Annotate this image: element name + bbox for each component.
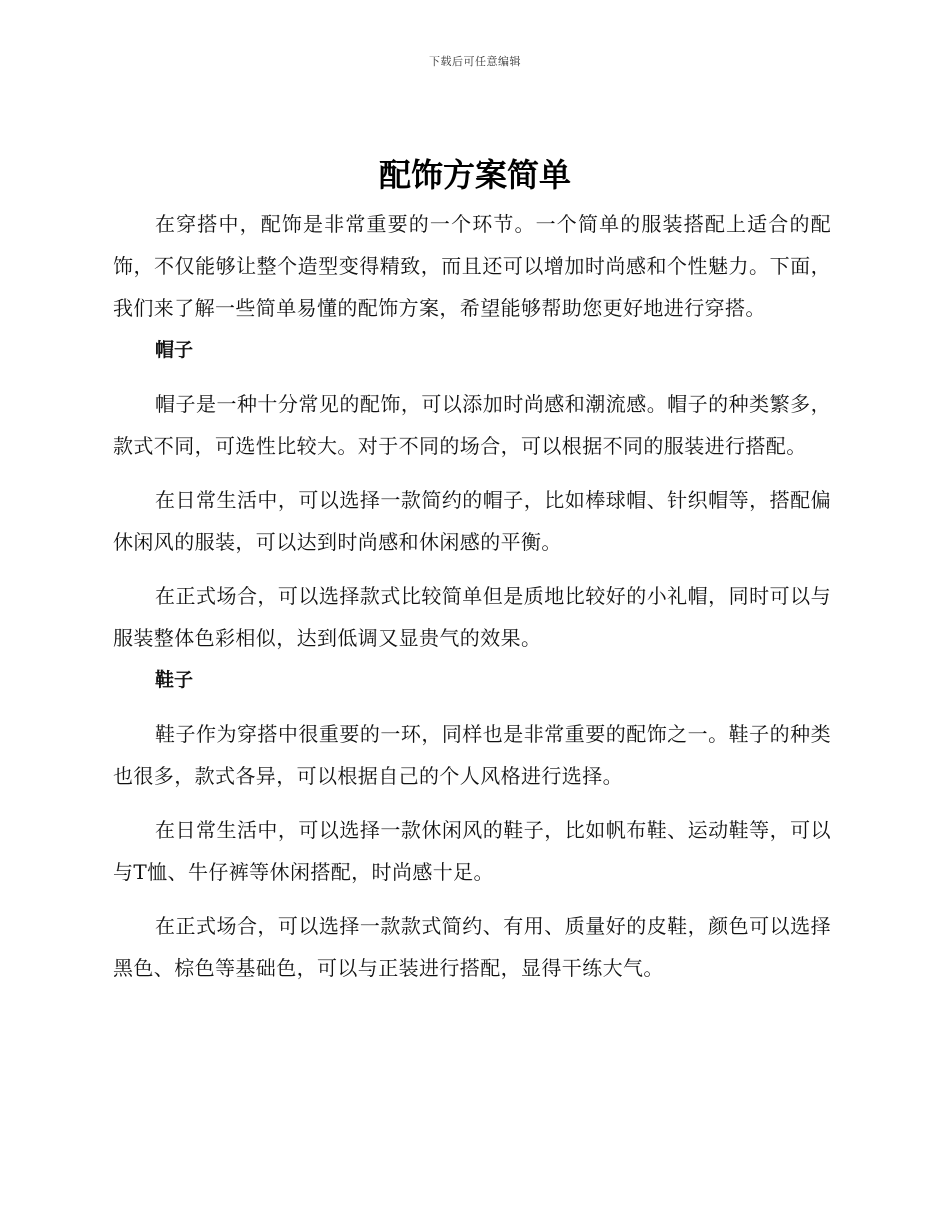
shoes-paragraph-3: 在正式场合，可以选择一款款式简约、有用、质量好的皮鞋，颜色可以选择黑色、棕色等基础色，可以与正装进行搭配，显得干练大气。 — [113, 914, 831, 980]
section-shoes — [113, 659, 831, 989]
shoes-paragraph-1: 鞋子作为穿搭中很重要的一环，同样也是非常重要的配饰之一。鞋子的种类也很多，款式各异，可以根据自己的个人风格进行选择。 — [113, 722, 831, 788]
intro-paragraph: 在穿搭中，配饰是非常重要的一个环节。一个简单的服装搭配上适合的配饰，不仅能够让整个造型变得精致，而且还可以增加时尚感和个性魅力。下面，我们来了解一些简单易懂的配饰方案，希望能够帮助您更好地进行穿搭。 — [113, 212, 831, 320]
hats-paragraph-2: 在日常生活中，可以选择一款简约的帽子，比如棒球帽、针织帽等，搭配偏休闲风的服装，可以达到时尚感和休闲感的平衡。 — [113, 488, 831, 554]
section-heading-hats: 帽子 — [155, 339, 194, 361]
document-body — [113, 203, 831, 989]
header-note: 下载后可任意编辑 — [429, 55, 521, 68]
section-heading-shoes: 鞋子 — [155, 669, 194, 691]
section-hats — [113, 329, 831, 659]
shoes-paragraph-2: 在日常生活中，可以选择一款休闲风的鞋子，比如帆布鞋、运动鞋等，可以与T恤、牛仔裤等休闲搭配，时尚感十足。 — [113, 818, 831, 884]
document-title: 配饰方案简单 — [378, 156, 571, 194]
hats-paragraph-3: 在正式场合，可以选择款式比较简单但是质地比较好的小礼帽，同时可以与服装整体色彩相似，达到低调又显贵气的效果。 — [113, 584, 831, 650]
hats-paragraph-1: 帽子是一种十分常见的配饰，可以添加时尚感和潮流感。帽子的种类繁多，款式不同，可选性比较大。对于不同的场合，可以根据不同的服装进行搭配。 — [113, 392, 831, 458]
